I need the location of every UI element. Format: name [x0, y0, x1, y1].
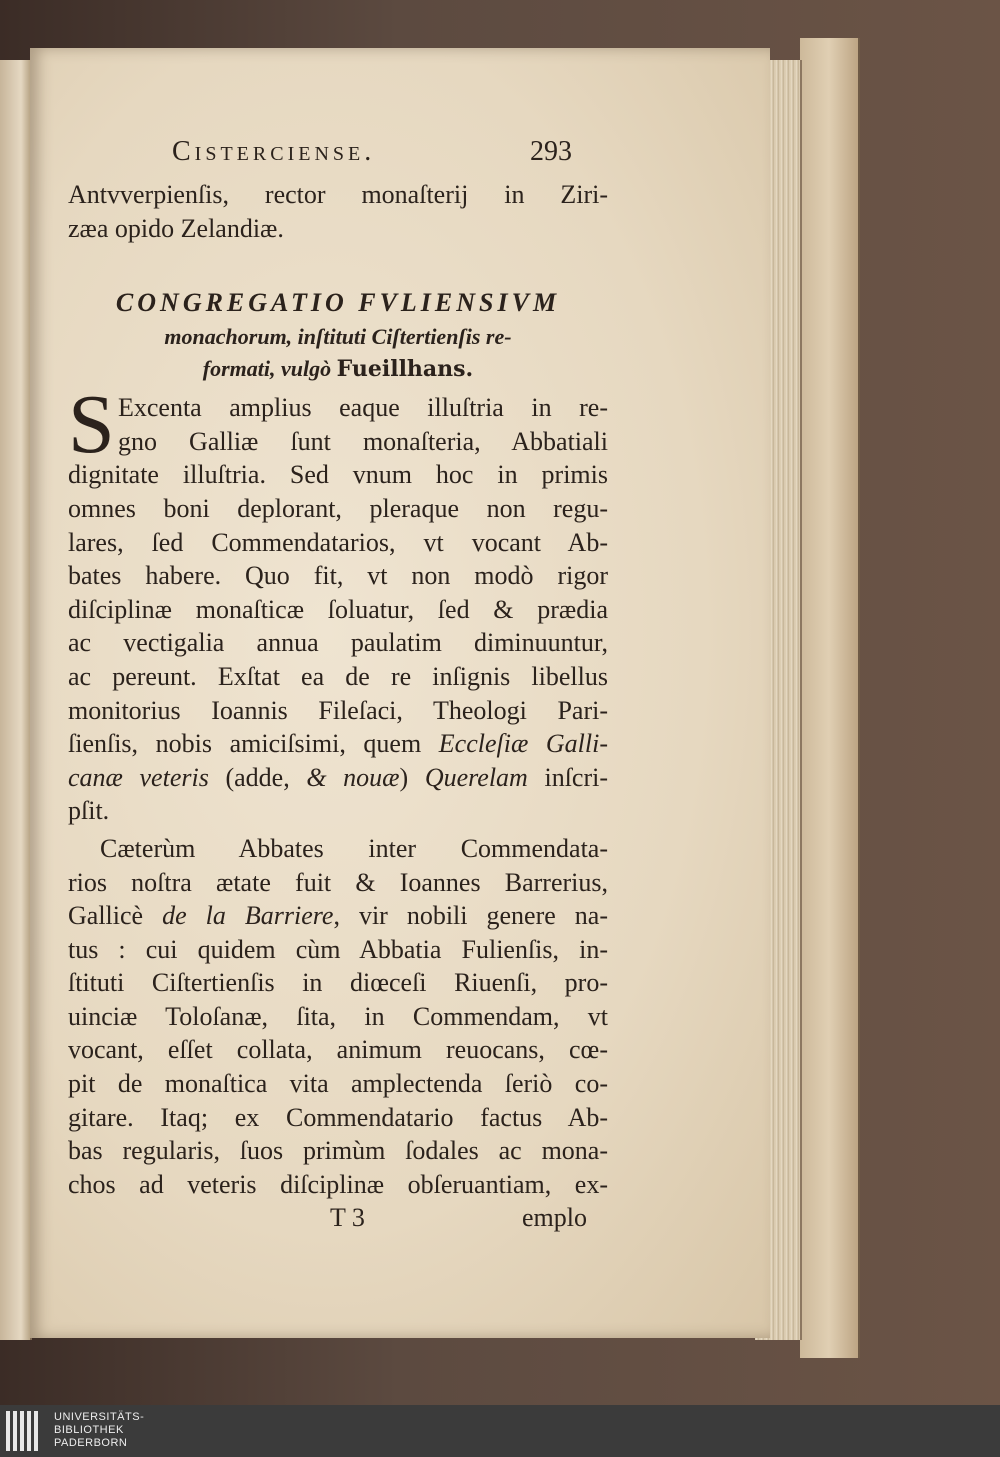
line-roman: ſienſis, nobis amiciſsimi, quem [68, 729, 439, 759]
text-line: omnes boni deplorant, pleraque non regu- [68, 493, 608, 523]
book-cover-edge [800, 38, 860, 1358]
text-line: Cæterùm Abbates inter Commendata- [100, 833, 608, 863]
text-line: uinciæ Toloſanæ, ſita, in Commendam, vt [68, 1001, 608, 1031]
line-italic: Querelam [424, 762, 528, 792]
paragraph-2 [68, 832, 608, 1202]
text-line: zæa opido Zelandiæ. [68, 213, 284, 243]
left-page-edge [0, 60, 32, 1340]
subheading-blackletter: Fueillhans. [336, 356, 474, 383]
text-line: gno Galliæ ſunt monaſteria, Abbatiali [118, 426, 608, 456]
paragraph-1 [68, 378, 609, 828]
subheading-italic: formati, vulgò [202, 356, 337, 382]
line-roman: ) [399, 762, 425, 792]
text-line: vocant, eſſet collata, animum reuocans, cœ- [68, 1035, 608, 1065]
line-italic: Eccleſiæ Galli- [438, 729, 609, 759]
text-line: gitare. Itaq; ex Commendatario factus Ab- [68, 1102, 608, 1132]
page-text [68, 128, 608, 1241]
page-header [68, 128, 608, 178]
text-line: ac vectigalia annua paulatim diminuuntur, [68, 628, 608, 658]
library-footer [0, 1405, 1000, 1457]
line-italic: canæ veteris [68, 762, 209, 792]
library-name [54, 1411, 144, 1450]
page-footer-line [68, 1201, 608, 1241]
section-subheading [68, 353, 608, 385]
line-roman: inſcri- [527, 762, 608, 792]
library-line: PADERBORN [54, 1437, 128, 1449]
text-line: pſit. [68, 796, 110, 826]
text-line: pit de monaſtica vita amplectenda ſeriò co- [68, 1069, 608, 1099]
text-line [68, 727, 608, 761]
text-line: tus : cui quidem cùm Abbatia Fulienſis, in- [68, 934, 608, 964]
signature-mark: T 3 [330, 1203, 365, 1233]
running-head: Cisterciense. [172, 136, 376, 167]
line-italic: de la Barriere [162, 901, 334, 931]
line-roman: (adde, [208, 762, 307, 792]
drop-cap: S [68, 378, 115, 472]
text-line: monitorius Ioannis Fileſaci, Theologi Pari- [68, 695, 608, 725]
text-line: ſtituti Ciſtertienſis in diœceſi Riuenſi, pro- [68, 968, 608, 998]
text-line [68, 761, 608, 795]
text-line: dignitate illuſtria. Sed vnum hoc in primis [68, 460, 608, 490]
catchword: emplo [522, 1203, 587, 1233]
library-logo-icon [6, 1411, 44, 1451]
text-line [68, 899, 608, 933]
library-line: UNIVERSITÄTS- [54, 1411, 145, 1423]
text-line: chos ad veteris diſciplinæ obſeruantiam, ex- [68, 1169, 608, 1199]
section-heading: CONGREGATIO FVLIENSIVM [115, 288, 561, 318]
text-line: bas regularis, ſuos primùm ſodales ac mona- [68, 1136, 608, 1166]
library-line: BIBLIOTHEK [54, 1424, 124, 1436]
section-subheading: monachorum, inſtituti Ciſtertienſis re- [164, 324, 512, 350]
line-roman: Gallicè [68, 901, 163, 931]
page-number: 293 [530, 136, 572, 167]
text-line: diſciplinæ monaſticæ ſoluatur, ſed & prædia [68, 594, 608, 624]
text-line: bates habere. Quo fit, vt non modò rigor [68, 561, 608, 591]
line-roman: , vir nobili genere na- [333, 901, 608, 931]
text-line: Antvverpienſis, rector monaſterij in Ziri- [68, 180, 608, 209]
line-italic: & nouæ [306, 762, 400, 792]
text-line: Excenta amplius eaque illuſtria in re- [118, 393, 608, 423]
text-line: lares, ſed Commendatarios, vt vocant Ab- [68, 527, 608, 557]
text-line: rios noſtra ætate fuit & Ioannes Barrerius, [68, 867, 608, 897]
text-line: ac pereunt. Exſtat ea de re inſignis libellus [68, 661, 608, 691]
